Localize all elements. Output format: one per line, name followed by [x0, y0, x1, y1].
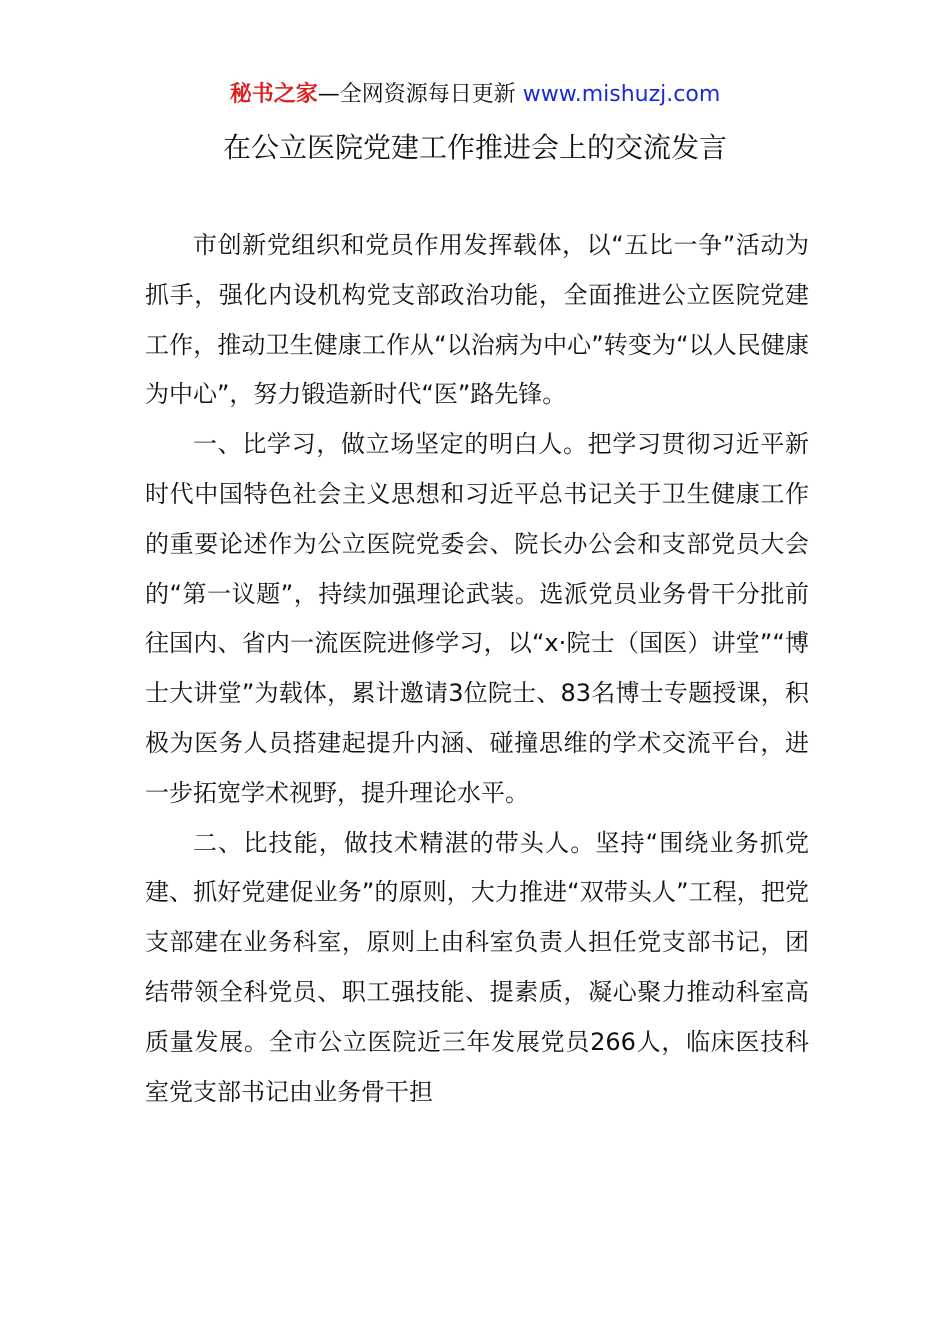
paragraph-intro: 市创新党组织和党员作用发挥载体，以“五比一争”活动为抓手，强化内设机构党支部政治功能，全面推进公立医院党建工作，推动卫生健康工作从“以治病为中心”转变为“以人民健康为中心”，努力锻造新时代“医”路先锋。	[145, 231, 809, 409]
site-tagline: —全网资源每日更新	[317, 82, 516, 107]
paragraph-section-1: 一、比学习，做立场坚定的明白人。把学习贯彻习近平新时代中国特色社会主义思想和习近平总书记关于卫生健康工作的重要论述作为公立医院党委会、院长办公会和支部党员大会的“第一议题”，持续加强理论武装。选派党员业务骨干分批前往国内、省内一流医院进修学习，以“x·院士（国医）讲堂”“博士大讲堂”为载体，累计邀请3位院士、83名博士专题授课，积极为医务人员搭建起提升内涵、碰撞思维的学术交流平台，进一步拓宽学术视野，提升理论水平。	[145, 430, 809, 807]
paragraph-section-2: 二、比技能，做技术精湛的带头人。坚持“围绕业务抓党建、抓好党建促业务”的原则，大力推进“双带头人”工程，把党支部建在业务科室，原则上由科室负责人担任党支部书记，团结带领全科党员、职工强技能、提素质，凝心聚力推动科室高质量发展。全市公立医院近三年发展党员266人，临床医技科室党支部书记由业务骨干担	[145, 828, 809, 1106]
site-brand: 秘书之家	[229, 82, 318, 107]
document-body	[145, 221, 809, 1117]
document-title: 在公立医院党建工作推进会上的交流发言	[222, 131, 727, 164]
site-header	[0, 78, 950, 112]
site-url-link[interactable]: www.mishuzj.com	[522, 82, 721, 107]
